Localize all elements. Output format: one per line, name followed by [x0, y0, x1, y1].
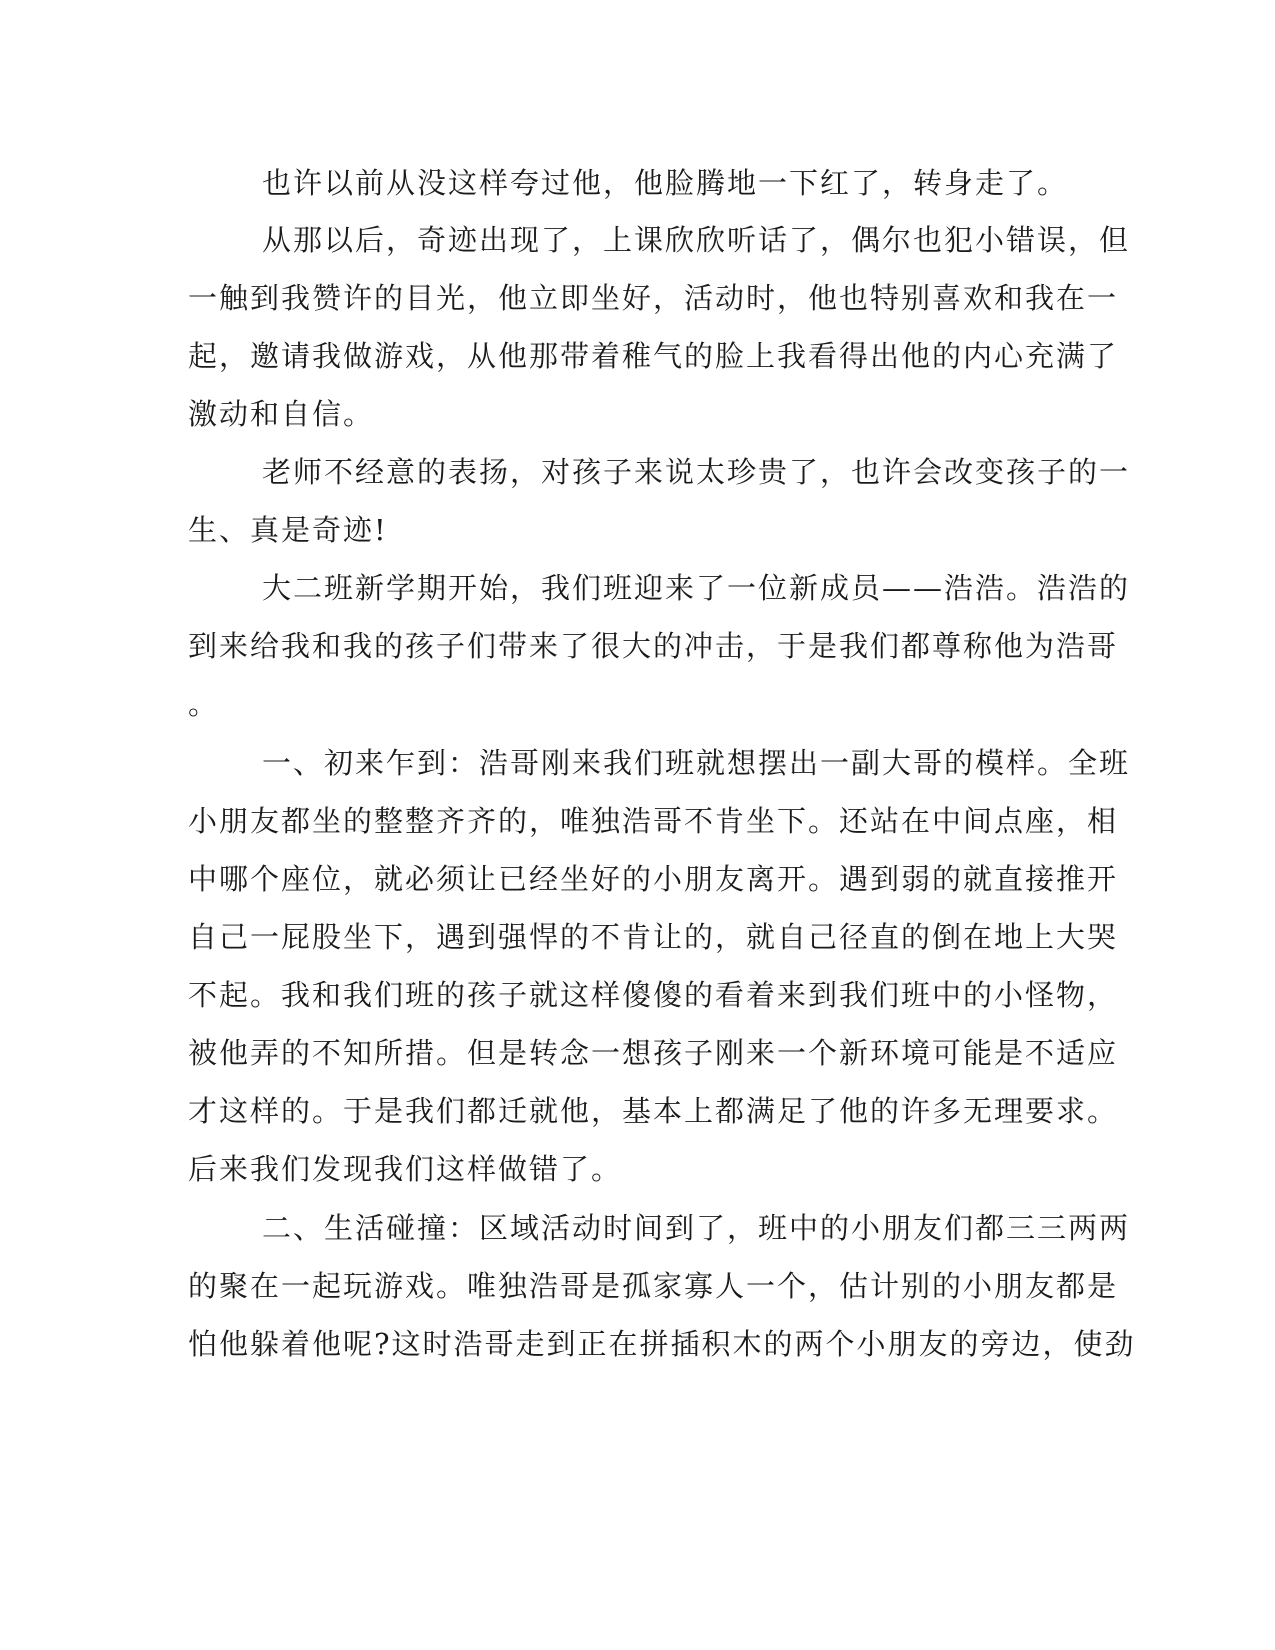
text-line: 一、初来乍到：浩哥刚来我们班就想摆出一副大哥的模样。全班	[262, 746, 1131, 780]
text-line: 生、真是奇迹!	[188, 513, 388, 547]
text-line: 从那以后，奇迹出现了，上课欣欣听话了，偶尔也犯小错误，但	[262, 223, 1131, 257]
text-line: 小朋友都坐的整整齐齐的，唯独浩哥不肯坐下。还站在中间点座，相	[188, 804, 1119, 838]
text-line: 一触到我赞许的目光，他立即坐好，活动时，他也特别喜欢和我在一	[188, 281, 1119, 315]
text-line: 的聚在一起玩游戏。唯独浩哥是孤家寡人一个，估计别的小朋友都是	[188, 1269, 1119, 1303]
text-line: 被他弄的不知所措。但是转念一想孩子刚来一个新环境可能是不适应	[188, 1036, 1119, 1070]
text-line: 二、生活碰撞：区域活动时间到了，班中的小朋友们都三三两两	[262, 1211, 1131, 1245]
text-line: 后来我们发现我们这样做错了。	[188, 1152, 623, 1186]
text-line: 大二班新学期开始，我们班迎来了一位新成员——浩浩。浩浩的	[262, 571, 1131, 605]
text-line: 也许以前从没这样夸过他，他脸腾地一下红了，转身走了。	[262, 166, 1069, 200]
text-line: 不起。我和我们班的孩子就这样傻傻的看着来到我们班中的小怪物，	[188, 978, 1119, 1012]
text-line: 老师不经意的表扬，对孩子来说太珍贵了，也许会改变孩子的一	[262, 455, 1131, 489]
text-line: 怕他躲着他呢?这时浩哥走到正在拼插积木的两个小朋友的旁边，使劲	[188, 1327, 1136, 1361]
text-line: 到来给我和我的孩子们带来了很大的冲击，于是我们都尊称他为浩哥	[188, 629, 1119, 663]
text-line: 自己一屁股坐下，遇到强悍的不肯让的，就自己径直的倒在地上大哭	[188, 920, 1119, 954]
text-line: 才这样的。于是我们都迁就他，基本上都满足了他的许多无理要求。	[188, 1094, 1119, 1128]
text-line: 起，邀请我做游戏，从他那带着稚气的脸上我看得出他的内心充满了	[188, 339, 1119, 373]
text-line: 。	[188, 687, 220, 721]
text-line: 激动和自信。	[188, 397, 375, 431]
text-line: 中哪个座位，就必须让已经坐好的小朋友离开。遇到弱的就直接推开	[188, 862, 1119, 896]
